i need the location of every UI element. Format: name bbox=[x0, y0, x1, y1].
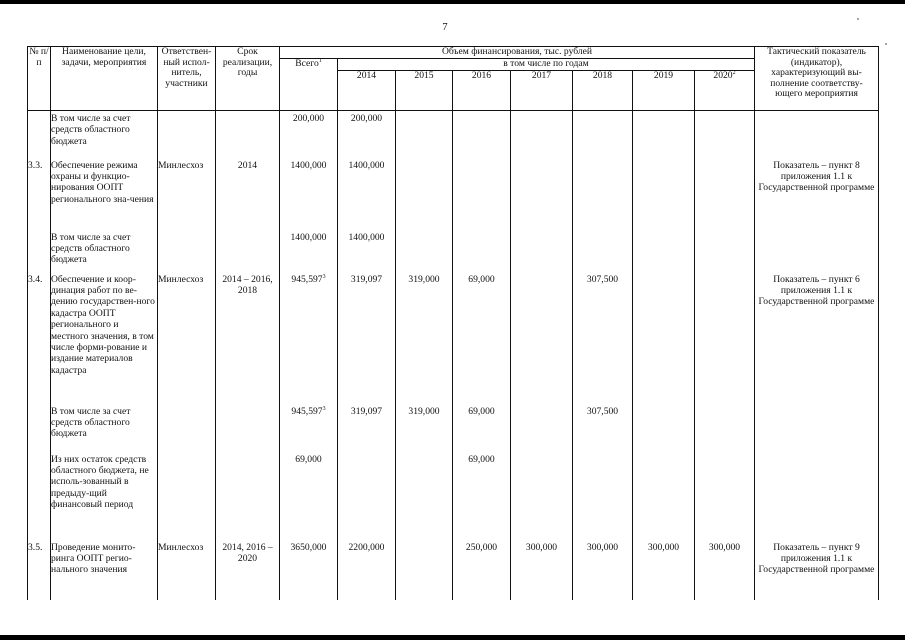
header-total-footnote: 1 bbox=[318, 57, 322, 64]
header-total bbox=[280, 59, 338, 111]
row-total bbox=[280, 158, 338, 230]
row-total-footnote: 3 bbox=[322, 405, 326, 412]
row-year-value: 69,000 bbox=[453, 272, 511, 404]
row-year-value: 200,000 bbox=[338, 111, 396, 158]
row-year-value bbox=[511, 272, 573, 404]
row-name: Обеспечение режима охраны и функцио-нирования ООПТ регионального зна-чения bbox=[51, 158, 158, 230]
row-year-value bbox=[396, 111, 453, 158]
table-row bbox=[28, 404, 879, 452]
table-row bbox=[28, 272, 879, 404]
row-total-footnote: 3 bbox=[322, 273, 326, 280]
row-total bbox=[280, 230, 338, 272]
row-year-value bbox=[338, 452, 396, 540]
row-number: 3.3. bbox=[28, 158, 51, 230]
row-number bbox=[28, 111, 51, 158]
row-year-value bbox=[573, 452, 633, 540]
row-number bbox=[28, 230, 51, 272]
header-responsible: Ответствен-ный испол-нитель, участники bbox=[158, 47, 216, 111]
scan-speck bbox=[885, 43, 887, 45]
row-year-value bbox=[511, 404, 573, 452]
header-num: № п/п bbox=[28, 47, 51, 111]
row-name: Проведение монито-ринга ООПТ регио-нального значения bbox=[51, 540, 158, 600]
row-year-value bbox=[695, 111, 755, 158]
row-year-value: 319,097 bbox=[338, 404, 396, 452]
row-number: 3.4. bbox=[28, 272, 51, 404]
row-year-value: 1400,000 bbox=[338, 230, 396, 272]
row-total-value: 945,597 bbox=[291, 405, 323, 417]
header-year-2014: 2014 bbox=[338, 71, 396, 111]
row-name: В том числе за счет средств областного бюджета bbox=[51, 230, 158, 272]
row-year-value bbox=[573, 158, 633, 230]
table-row bbox=[28, 452, 879, 540]
row-total-value: 69,000 bbox=[295, 453, 322, 465]
row-year-value bbox=[695, 452, 755, 540]
row-total-value: 1400,000 bbox=[290, 159, 327, 171]
row-name: Обеспечение и коор-динация работ по ве-дению государствен-ного кадастра ООПТ регионального и местного значения, в том числе форми-рование и издание материалов кадастра bbox=[51, 272, 158, 404]
row-year-value: 250,000 bbox=[453, 540, 511, 600]
row-total bbox=[280, 272, 338, 404]
table-body bbox=[28, 111, 879, 600]
header-year-2016: 2016 bbox=[453, 71, 511, 111]
row-term bbox=[216, 404, 280, 452]
row-year-value bbox=[453, 111, 511, 158]
scan-speck bbox=[857, 18, 859, 20]
row-term: 2014, 2016 – 2020 bbox=[216, 540, 280, 600]
row-year-value bbox=[511, 111, 573, 158]
row-term: 2014 – 2016, 2018 bbox=[216, 272, 280, 404]
row-total bbox=[280, 111, 338, 158]
row-number bbox=[28, 452, 51, 540]
row-year-value bbox=[695, 230, 755, 272]
row-indicator bbox=[755, 111, 879, 158]
page-number: 7 bbox=[442, 22, 448, 33]
row-year-value bbox=[396, 230, 453, 272]
row-year-value bbox=[573, 230, 633, 272]
row-total-value: 945,597 bbox=[291, 273, 323, 285]
financing-table bbox=[27, 46, 879, 600]
header-by-years: в том числе по годам bbox=[338, 59, 755, 71]
row-responsible: Минлесхоз bbox=[158, 158, 216, 230]
row-term: 2014 bbox=[216, 158, 280, 230]
row-year-value bbox=[511, 230, 573, 272]
header-year-2020-footnote: 2 bbox=[732, 69, 736, 76]
row-total-value: 3650,000 bbox=[290, 541, 327, 553]
row-year-value: 319,000 bbox=[396, 404, 453, 452]
row-year-value: 319,097 bbox=[338, 272, 396, 404]
row-year-value bbox=[633, 111, 695, 158]
top-border-bar bbox=[0, 0, 905, 4]
row-year-value: 2200,000 bbox=[338, 540, 396, 600]
row-indicator bbox=[755, 404, 879, 452]
table-row bbox=[28, 111, 879, 158]
row-responsible bbox=[158, 404, 216, 452]
row-year-value: 307,500 bbox=[573, 272, 633, 404]
header-year-2020 bbox=[695, 71, 755, 111]
row-year-value: 307,500 bbox=[573, 404, 633, 452]
header-year-2017: 2017 bbox=[511, 71, 573, 111]
row-year-value bbox=[453, 158, 511, 230]
row-year-value bbox=[633, 452, 695, 540]
row-term bbox=[216, 111, 280, 158]
row-year-value: 300,000 bbox=[511, 540, 573, 600]
row-total bbox=[280, 452, 338, 540]
header-year-2018: 2018 bbox=[573, 71, 633, 111]
row-indicator: Показатель – пункт 8 приложения 1.1 к Государственной программе bbox=[755, 158, 879, 230]
row-indicator bbox=[755, 230, 879, 272]
row-year-value bbox=[396, 158, 453, 230]
row-name: Из них остаток средств областного бюджета, не исполь-зованный в предыду-щий финансовый период bbox=[51, 452, 158, 540]
row-indicator: Показатель – пункт 9 приложения 1.1 к Государственной программе bbox=[755, 540, 879, 600]
row-name: В том числе за счет средств областного бюджета bbox=[51, 404, 158, 452]
header-name: Наименование цели, задачи, мероприятия bbox=[51, 47, 158, 111]
row-year-value: 1400,000 bbox=[338, 158, 396, 230]
row-term bbox=[216, 230, 280, 272]
row-year-value bbox=[511, 452, 573, 540]
row-total bbox=[280, 404, 338, 452]
row-number bbox=[28, 404, 51, 452]
table-row bbox=[28, 158, 879, 230]
row-number: 3.5. bbox=[28, 540, 51, 600]
header-year-2020-label: 2020 bbox=[713, 70, 733, 81]
row-name: В том числе за счет средств областного бюджета bbox=[51, 111, 158, 158]
row-year-value bbox=[633, 158, 695, 230]
row-year-value bbox=[453, 230, 511, 272]
row-responsible: Минлесхоз bbox=[158, 272, 216, 404]
header-total-label: Всего bbox=[295, 58, 319, 69]
row-responsible bbox=[158, 111, 216, 158]
row-year-value bbox=[396, 540, 453, 600]
header-indicator: Тактический показатель (индикатор), характеризующий вы-полнение соответству-ющего мероприятия bbox=[755, 47, 879, 111]
row-responsible: Минлесхоз bbox=[158, 540, 216, 600]
row-indicator bbox=[755, 452, 879, 540]
row-responsible bbox=[158, 230, 216, 272]
row-year-value bbox=[573, 111, 633, 158]
header-year-2019: 2019 bbox=[633, 71, 695, 111]
row-year-value bbox=[695, 272, 755, 404]
row-term bbox=[216, 452, 280, 540]
row-year-value bbox=[511, 158, 573, 230]
row-year-value: 69,000 bbox=[453, 452, 511, 540]
row-total-value: 1400,000 bbox=[290, 231, 327, 243]
row-year-value: 300,000 bbox=[695, 540, 755, 600]
row-year-value: 300,000 bbox=[633, 540, 695, 600]
header-year-2015: 2015 bbox=[396, 71, 453, 111]
row-year-value bbox=[695, 404, 755, 452]
table-row bbox=[28, 230, 879, 272]
row-year-value: 69,000 bbox=[453, 404, 511, 452]
row-year-value bbox=[396, 452, 453, 540]
row-year-value bbox=[695, 158, 755, 230]
row-total bbox=[280, 540, 338, 600]
header-finance: Объем финансирования, тыс. рублей bbox=[280, 47, 755, 59]
row-year-value bbox=[633, 230, 695, 272]
row-year-value: 300,000 bbox=[573, 540, 633, 600]
row-indicator: Показатель – пункт 6 приложения 1.1 к Государственной программе bbox=[755, 272, 879, 404]
row-year-value bbox=[633, 404, 695, 452]
header-term: Срок реализации, годы bbox=[216, 47, 280, 111]
row-responsible bbox=[158, 452, 216, 540]
row-year-value bbox=[633, 272, 695, 404]
table-row bbox=[28, 540, 879, 600]
row-total-value: 200,000 bbox=[292, 113, 325, 124]
bottom-border-bar bbox=[0, 635, 905, 640]
row-year-value: 319,000 bbox=[396, 272, 453, 404]
